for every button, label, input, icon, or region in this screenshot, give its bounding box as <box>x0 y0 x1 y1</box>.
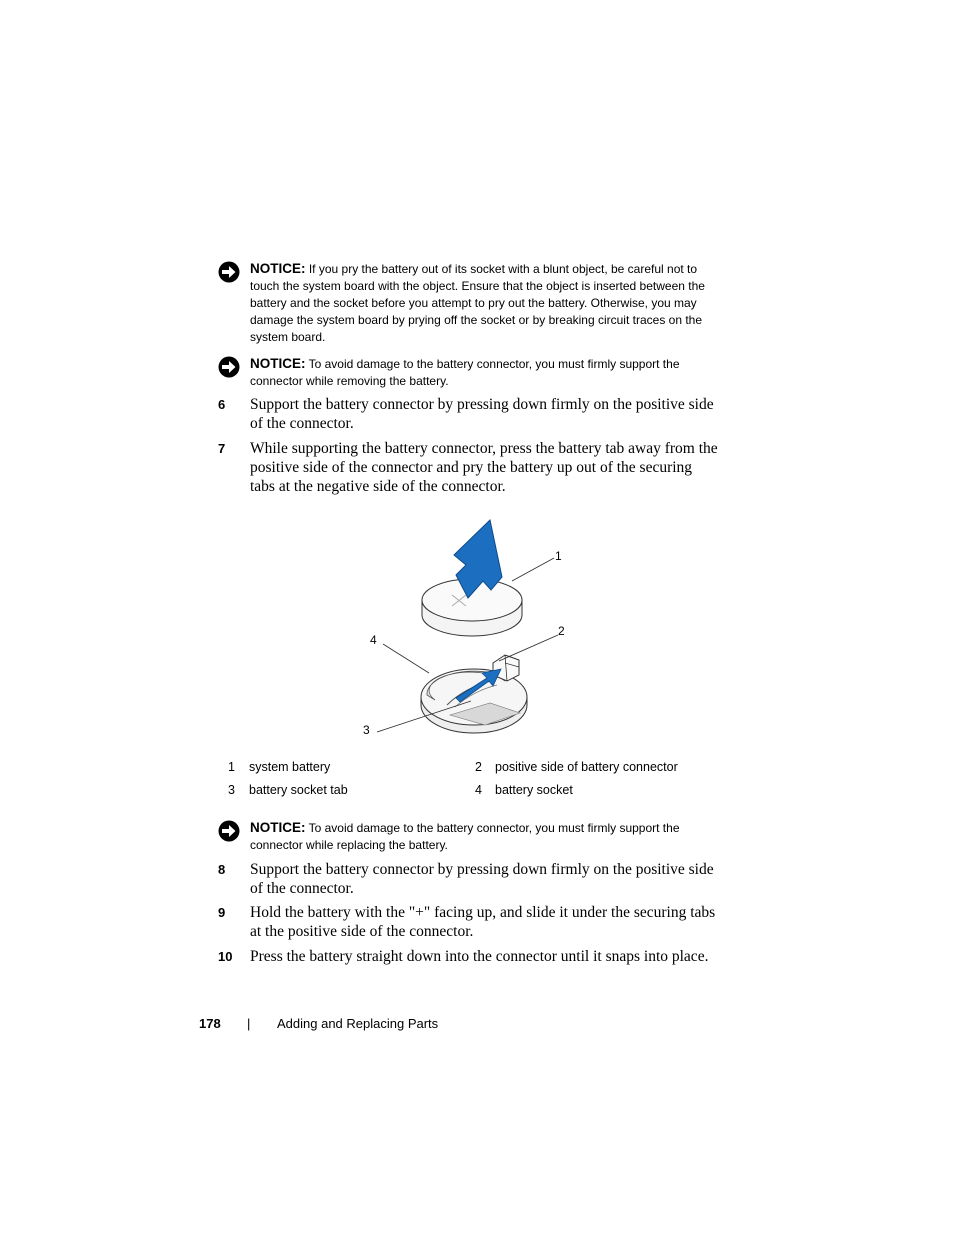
step-text: Support the battery connector by pressing down firmly on the positive side of the connector. <box>250 861 714 897</box>
legend-label: system battery <box>249 760 331 774</box>
step-7 <box>218 439 718 496</box>
step-number: 7 <box>218 441 226 456</box>
notice-label: NOTICE: <box>250 356 306 371</box>
step-10 <box>218 947 718 966</box>
notice-arrow-icon <box>218 356 240 378</box>
step-text: Support the battery connector by pressing down firmly on the positive side of the connector. <box>250 396 714 432</box>
callout-3: 3 <box>363 723 370 737</box>
notice-arrow-icon <box>218 820 240 842</box>
legend-number: 1 <box>228 760 235 774</box>
notice-arrow-icon <box>218 261 240 283</box>
legend-label: positive side of battery connector <box>495 760 678 774</box>
step-9 <box>218 903 718 941</box>
battery-illustration <box>355 515 585 745</box>
page-number: 178 <box>199 1016 221 1031</box>
callout-2: 2 <box>558 624 565 638</box>
callout-1: 1 <box>555 549 562 563</box>
footer-separator: | <box>247 1016 251 1031</box>
step-text: Hold the battery with the "+" facing up, and slide it under the securing tabs at the positive side of the connector. <box>250 904 716 940</box>
legend-number: 2 <box>475 760 482 774</box>
figure-legend <box>228 760 708 806</box>
step-text: Press the battery straight down into the connector until it snaps into place. <box>250 948 709 965</box>
legend-label: battery socket tab <box>249 783 348 797</box>
legend-label: battery socket <box>495 783 573 797</box>
legend-number: 3 <box>228 783 235 797</box>
section-title: Adding and Replacing Parts <box>277 1016 439 1031</box>
notice-support-connector-replacing <box>218 819 718 854</box>
notice-body: To avoid damage to the battery connector, you must firmly support the connector while replacing the battery. <box>250 821 680 852</box>
step-6 <box>218 395 718 433</box>
battery-removal-figure <box>355 515 585 745</box>
step-number: 10 <box>218 949 233 964</box>
step-number: 8 <box>218 862 226 877</box>
notice-body: If you pry the battery out of its socket with a blunt object, be careful not to touch the system board with the object. Ensure that the object is inserted between the battery and the socket before you attempt to pry out the battery. Otherwise, you may damage the system board by prying off the socket or by breaking circuit traces on the system board. <box>250 262 705 344</box>
notice-label: NOTICE: <box>250 820 306 835</box>
legend-row <box>228 783 708 806</box>
battery-socket-drawing <box>421 655 527 733</box>
notice-text <box>250 355 718 390</box>
legend-row <box>228 760 708 783</box>
notice-label: NOTICE: <box>250 261 306 276</box>
callout-4: 4 <box>370 633 377 647</box>
notice-body: To avoid damage to the battery connector, you must firmly support the connector while removing the battery. <box>250 357 680 388</box>
notice-pry-battery <box>218 260 718 346</box>
step-number: 9 <box>218 905 226 920</box>
legend-number: 4 <box>475 783 482 797</box>
step-8 <box>218 860 718 898</box>
notice-text <box>250 819 718 854</box>
notice-text <box>250 260 718 346</box>
notice-support-connector-removing <box>218 355 718 390</box>
step-number: 6 <box>218 397 226 412</box>
step-text: While supporting the battery connector, press the battery tab away from the positive side of the connector and pry the battery up out of the securing tabs at the negative side of the connector. <box>250 440 718 495</box>
